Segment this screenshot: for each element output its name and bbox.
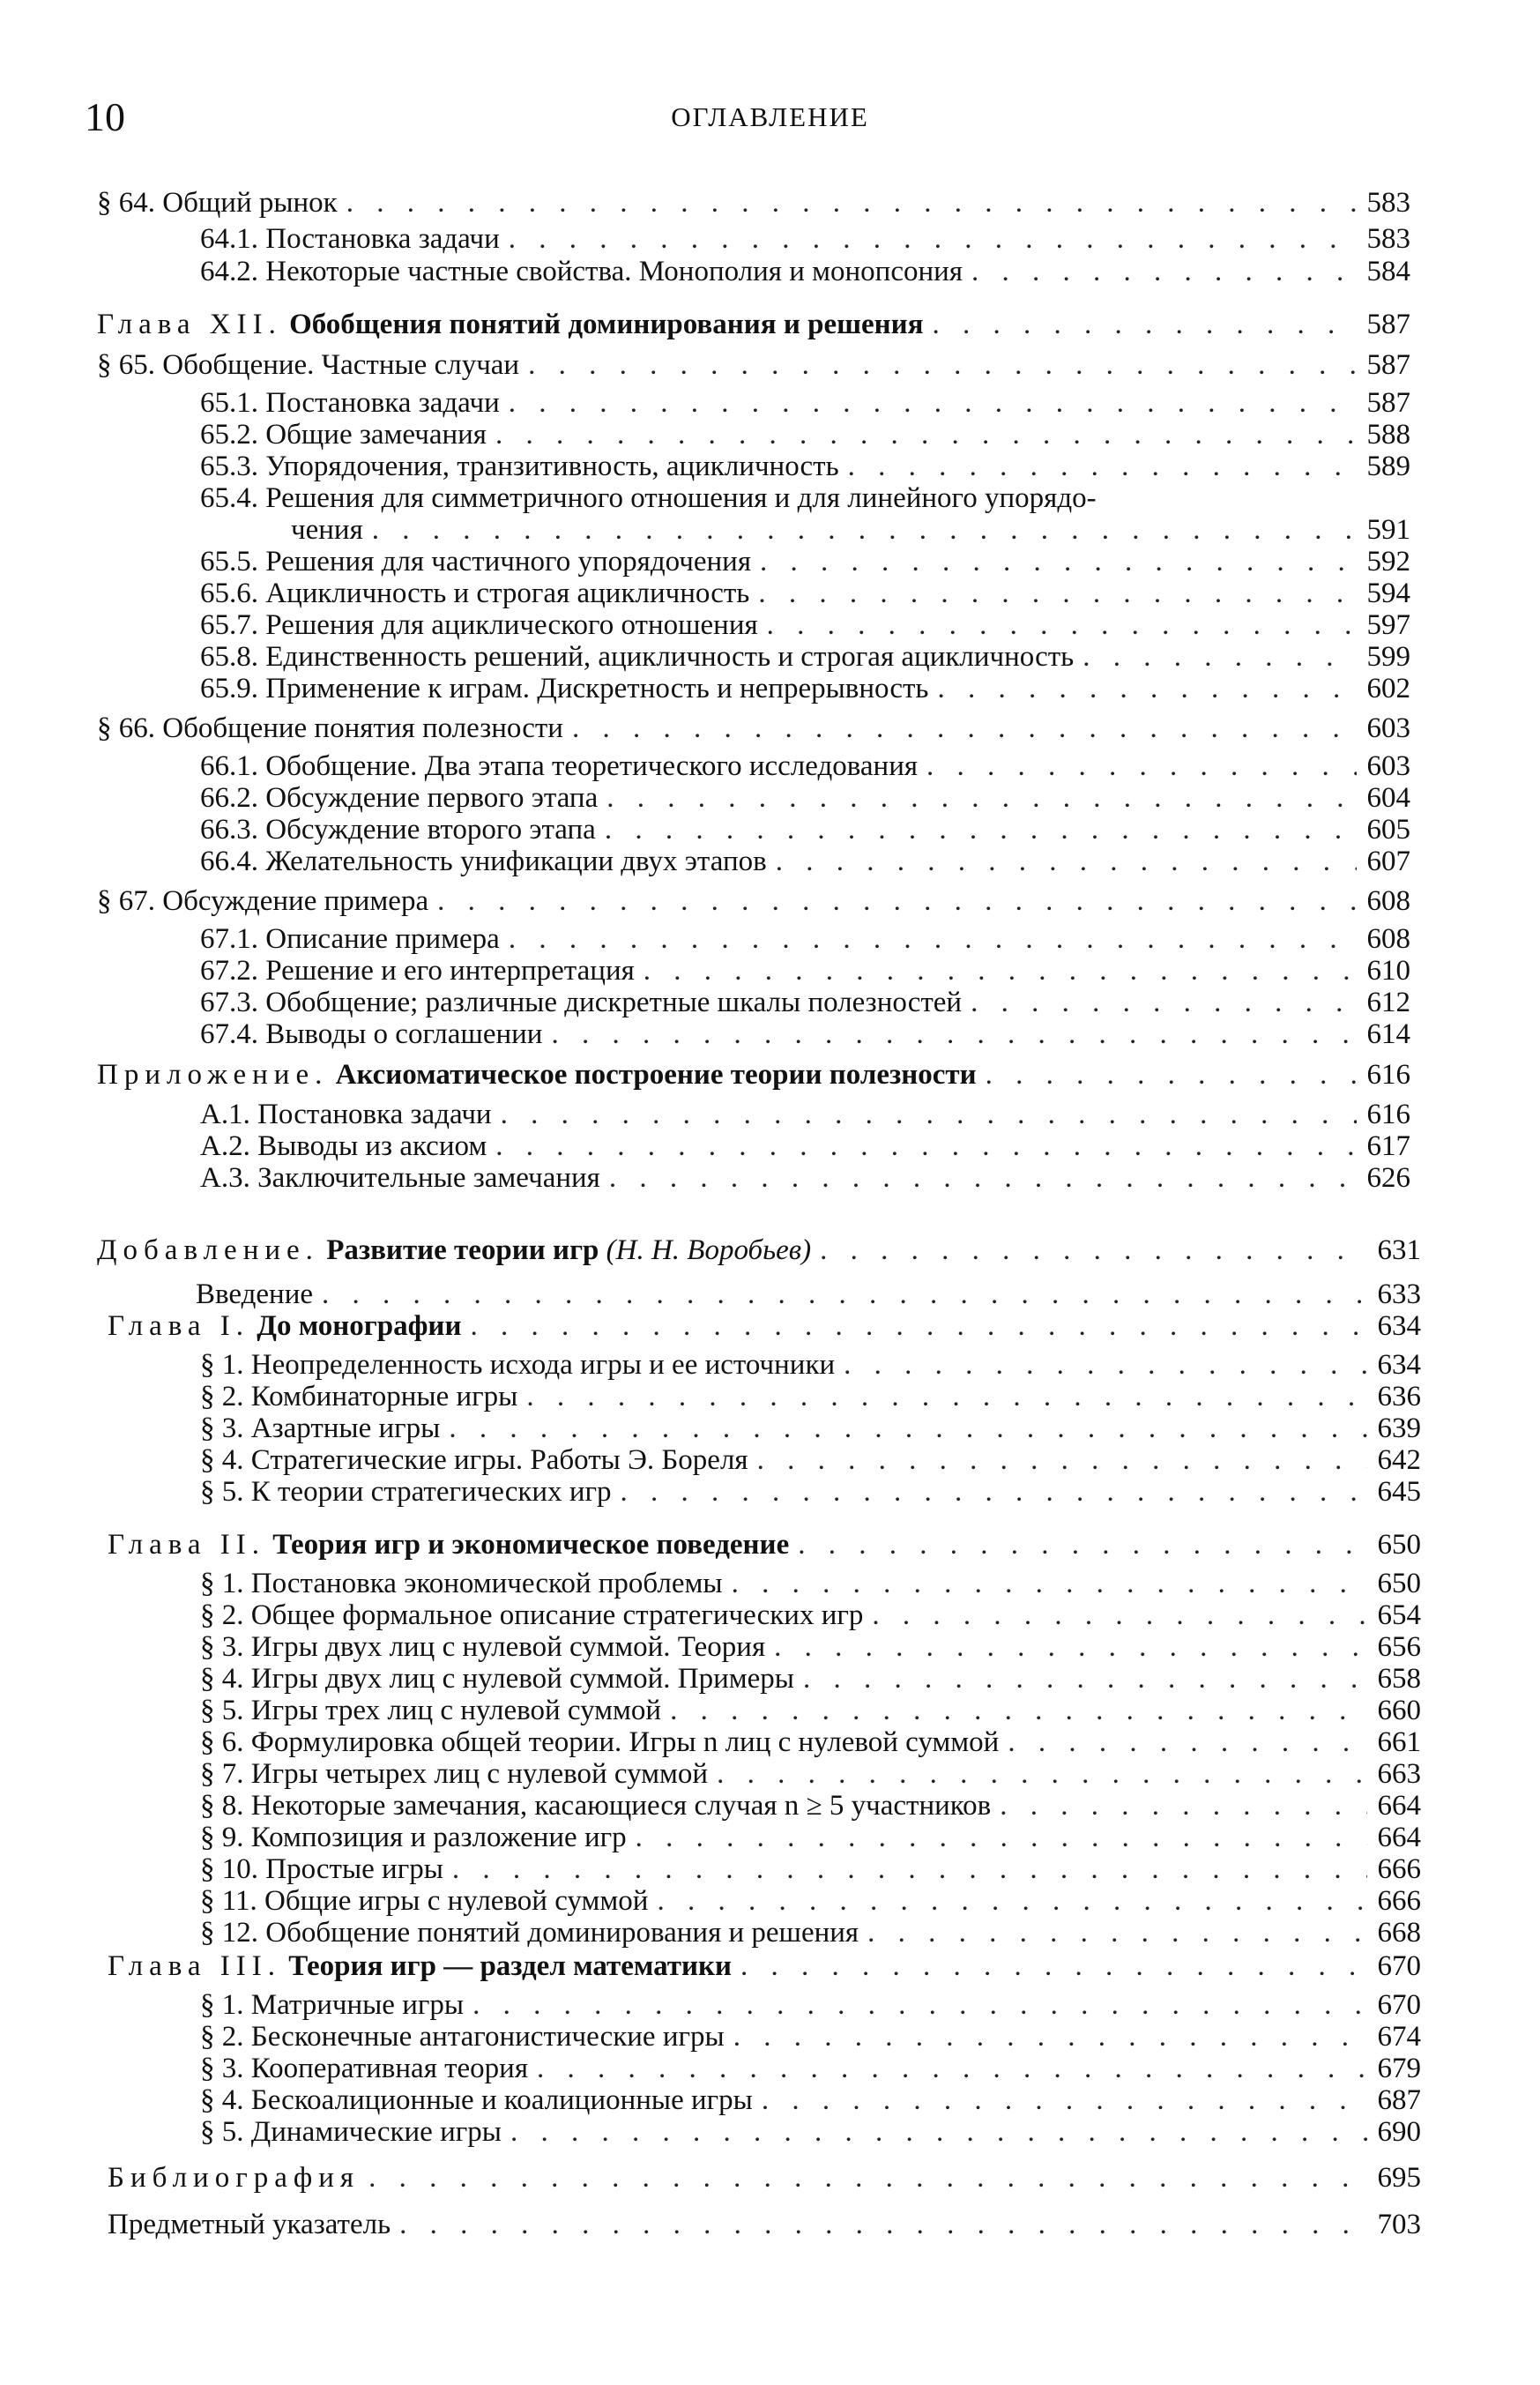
toc-entry-label: § 65. Обобщение. Частные случаи: [97, 349, 520, 381]
chapter-prefix: Глава I.: [108, 1310, 249, 1342]
toc-entry[interactable]: [200, 955, 1410, 987]
toc-entry-page: 587: [1366, 349, 1410, 381]
leader-dots: [1000, 1790, 1366, 1822]
toc-entry-label: § 66. Обобщение понятия полезности: [97, 712, 563, 744]
leader-dots: [776, 846, 1357, 877]
leader-dots: [452, 1853, 1367, 1885]
toc-entry-page: 654: [1377, 1599, 1421, 1631]
appendix-entry[interactable]: [97, 1059, 1410, 1091]
toc-entry-page: 604: [1366, 782, 1410, 814]
leader-dots: [760, 546, 1356, 578]
leader-dots: [872, 1599, 1366, 1631]
toc-entry-page: 634: [1377, 1349, 1421, 1381]
leader-dots: [732, 1568, 1367, 1599]
leader-dots: [346, 187, 1357, 219]
toc-entry-page: 592: [1366, 546, 1410, 578]
toc-entry-label: § 67. Обсуждение примера: [97, 885, 429, 917]
toc-entry-label: § 3. Игры двух лиц с нулевой суммой. Теория: [200, 1631, 766, 1663]
toc-entry[interactable]: [200, 1885, 1421, 1917]
toc-entry[interactable]: [200, 782, 1410, 814]
leader-dots: [509, 223, 1357, 255]
toc-entry-page: 588: [1366, 419, 1410, 451]
author-name: (Н. Н. Воробьев): [606, 1234, 812, 1266]
leader-dots: [848, 451, 1357, 482]
leader-dots: [1082, 641, 1356, 673]
toc-entry-label: 67.4. Выводы о соглашении: [200, 1018, 543, 1050]
toc-entry[interactable]: [200, 1099, 1410, 1130]
toc-entry-label: 65.1. Постановка задачи: [200, 387, 500, 419]
toc-entry-label: Обобщения понятий доминирования и решения: [289, 309, 924, 340]
chapter-prefix: Глава II.: [108, 1529, 265, 1561]
toc-entry[interactable]: [200, 2084, 1421, 2116]
toc-entry-page: 583: [1366, 223, 1410, 255]
leader-dots: [528, 349, 1356, 381]
toc-entry[interactable]: [200, 1412, 1421, 1444]
toc-entry-label: А.3. Заключительные замечания: [200, 1162, 600, 1194]
toc-entry[interactable]: [200, 1790, 1421, 1822]
leader-dots: [767, 609, 1357, 641]
toc-entry-label: § 11. Общие игры с нулевой суммой: [200, 1885, 649, 1917]
toc-entry-page: 670: [1377, 1989, 1421, 2021]
toc-entry[interactable]: [291, 514, 1410, 546]
toc-entry-page: 587: [1366, 387, 1410, 419]
toc-entry-label: 65.4. Решения для симметричного отношения и для линейного упорядо-: [200, 482, 1097, 514]
addendum-entry[interactable]: [97, 1234, 1421, 1266]
leader-dots: [867, 1917, 1366, 1949]
leader-dots: [606, 782, 1356, 814]
toc-entry[interactable]: [200, 1853, 1421, 1885]
toc-entry-label: 67.1. Описание примера: [200, 923, 500, 955]
toc-entry-label: § 2. Комбинаторные игры: [200, 1381, 518, 1412]
leader-dots: [933, 309, 1357, 340]
toc-entry-label: § 12. Обобщение понятий доминирования и решения: [200, 1917, 859, 1949]
toc-entry-label: Развитие теории игр: [326, 1234, 599, 1266]
toc-entry-label: § 2. Общее формальное описание стратегических игр: [200, 1599, 864, 1631]
toc-entry[interactable]: [200, 546, 1410, 578]
index-entry[interactable]: [108, 2209, 1421, 2240]
toc-entry-label: § 5. К теории стратегических игр: [200, 1476, 612, 1508]
toc-entry-page: 636: [1377, 1381, 1421, 1412]
chapter-entry[interactable]: [108, 1310, 1421, 1342]
toc-entry-page: 594: [1366, 578, 1410, 609]
toc-entry[interactable]: [97, 712, 1410, 744]
leader-dots: [526, 1381, 1366, 1412]
toc-entry-page: 703: [1377, 2209, 1421, 2240]
toc-entry-page: 616: [1366, 1059, 1410, 1091]
toc-entry[interactable]: [200, 923, 1410, 955]
toc-entry-label: 66.3. Обсуждение второго этапа: [200, 814, 596, 846]
toc-entry-label: § 9. Композиция и разложение игр: [200, 1822, 627, 1853]
leader-dots: [926, 750, 1356, 782]
toc-entry-page: 612: [1366, 987, 1410, 1018]
bibliography-entry[interactable]: [108, 2162, 1421, 2194]
leader-dots: [509, 923, 1357, 955]
toc-entry-label: До монографии: [257, 1310, 462, 1342]
toc-entry-label: § 64. Общий рынок: [97, 187, 338, 219]
toc-entry-page: 608: [1366, 923, 1410, 955]
leader-dots: [537, 2053, 1366, 2084]
toc-entry-label: § 4. Стратегические игры. Работы Э. Бореля: [200, 1444, 748, 1476]
toc-entry-label: Аксиоматическое построение теории полезности: [335, 1059, 977, 1091]
toc-entry-label: А.2. Выводы из аксиом: [200, 1130, 487, 1162]
toc-entry[interactable]: [200, 750, 1410, 782]
toc-entry-page: 626: [1366, 1162, 1410, 1194]
toc-entry-page: 656: [1377, 1631, 1421, 1663]
chapter-prefix: Глава III.: [108, 1950, 281, 1982]
toc-entry-label: А.1. Постановка задачи: [200, 1099, 492, 1130]
toc-entry[interactable]: [200, 1726, 1421, 1758]
toc-entry[interactable]: [97, 187, 1410, 219]
toc-entry-page: 642: [1377, 1444, 1421, 1476]
leader-dots: [670, 1695, 1366, 1726]
toc-entry[interactable]: [97, 349, 1410, 381]
toc-entry[interactable]: [97, 885, 1410, 917]
toc-entry-label: 65.2. Общие замечания: [200, 419, 487, 451]
toc-entry[interactable]: [200, 578, 1410, 609]
chapter-entry[interactable]: [97, 309, 1410, 340]
toc-entry[interactable]: [200, 1568, 1421, 1599]
toc-entry[interactable]: [200, 2021, 1421, 2053]
leader-dots: [1008, 1726, 1366, 1758]
toc-entry-page: 603: [1366, 712, 1410, 744]
toc-entry-page: 608: [1366, 885, 1410, 917]
toc-entry[interactable]: [196, 1278, 1421, 1310]
toc-entry[interactable]: [200, 1917, 1421, 1949]
toc-entry[interactable]: [200, 1162, 1410, 1194]
leader-dots: [470, 1310, 1366, 1342]
toc-entry-label: чения: [291, 514, 363, 546]
toc-entry-label: 65.8. Единственность решений, ацикличность и строгая ацикличность: [200, 641, 1075, 673]
toc-entry[interactable]: [200, 1631, 1421, 1663]
leader-dots: [621, 1476, 1367, 1508]
toc-entry-page: 661: [1377, 1726, 1421, 1758]
toc-entry-label: 67.2. Решение и его интерпретация: [200, 955, 635, 987]
leader-dots: [798, 1529, 1366, 1561]
page-number: 10: [85, 94, 125, 139]
leader-dots: [971, 256, 1357, 287]
toc-entry-label: § 1. Неопределенность исхода игры и ее источники: [200, 1349, 836, 1381]
leader-dots: [495, 1130, 1356, 1162]
leader-dots: [774, 1631, 1366, 1663]
toc-entry[interactable]: [200, 223, 1410, 255]
toc-entry[interactable]: [200, 1018, 1410, 1050]
toc-entry-label: 66.2. Обсуждение первого этапа: [200, 782, 599, 814]
toc-entry-page: 679: [1377, 2053, 1421, 2084]
toc-entry-page: 617: [1366, 1130, 1410, 1162]
leader-dots: [717, 1758, 1366, 1790]
toc-entry[interactable]: [200, 1476, 1421, 1508]
leader-dots: [636, 1822, 1367, 1853]
page-title: ОГЛАВЛЕНИЕ: [671, 101, 869, 132]
leader-dots: [757, 1444, 1367, 1476]
toc-entry[interactable]: [200, 814, 1410, 846]
toc-entry[interactable]: [200, 1663, 1421, 1695]
leader-dots: [740, 1950, 1367, 1982]
toc-entry-label: 67.3. Обобщение; различные дискретные шкалы полезностей: [200, 987, 963, 1018]
toc-entry[interactable]: [200, 846, 1410, 877]
toc-entry-page: 616: [1366, 1099, 1410, 1130]
toc-entry-page: 674: [1377, 2021, 1421, 2053]
toc-entry[interactable]: [200, 673, 1410, 704]
leader-dots: [762, 2084, 1367, 2116]
toc-entry[interactable]: [200, 1822, 1421, 1853]
toc-entry-page: 690: [1377, 2116, 1421, 2148]
leader-dots: [758, 578, 1356, 609]
toc-entry-page: 666: [1377, 1853, 1421, 1885]
toc-entry-page: 663: [1377, 1758, 1421, 1790]
leader-dots: [820, 1234, 1366, 1266]
leader-dots: [509, 387, 1357, 419]
leader-dots: [986, 1059, 1357, 1091]
toc-entry-page: 583: [1366, 187, 1410, 219]
toc-entry-label: 65.9. Применение к играм. Дискретность и непрерывность: [200, 673, 929, 704]
toc-entry-label: 66.1. Обобщение. Два этапа теоретического исследования: [200, 750, 919, 782]
toc-entry[interactable]: [200, 482, 1410, 514]
leader-dots: [733, 2021, 1367, 2053]
toc-entry-label: 65.7. Решения для ациклического отношения: [200, 609, 758, 641]
toc-entry-page: 687: [1377, 2084, 1421, 2116]
toc-entry-page: 660: [1377, 1695, 1421, 1726]
leader-dots: [399, 2209, 1366, 2240]
toc-entry-page: 633: [1377, 1278, 1421, 1310]
chapter-prefix: Приложение.: [97, 1059, 329, 1091]
toc-entry-label: § 5. Игры трех лиц с нулевой суммой: [200, 1695, 662, 1726]
toc-entry-page: 658: [1377, 1663, 1421, 1695]
toc-entry-label: § 3. Азартные игры: [200, 1412, 441, 1444]
toc-entry[interactable]: [200, 1130, 1410, 1162]
toc-entry-label: Теория игр — раздел математики: [288, 1950, 732, 1982]
toc-entry[interactable]: [200, 609, 1410, 641]
leader-dots: [609, 1162, 1357, 1194]
toc-entry-label: § 5. Динамические игры: [200, 2116, 502, 2148]
toc-entry-label: 65.5. Решения для частичного упорядочения: [200, 546, 752, 578]
toc-entry-page: 607: [1366, 846, 1410, 877]
toc-entry-page: 639: [1377, 1412, 1421, 1444]
toc-entry-label: § 3. Кооперативная теория: [200, 2053, 529, 2084]
toc-entry-page: 631: [1377, 1234, 1421, 1266]
toc-entry-page: 597: [1366, 609, 1410, 641]
leader-dots: [971, 987, 1356, 1018]
leader-dots: [657, 1885, 1366, 1917]
leader-dots: [372, 514, 1357, 546]
toc-entry-label: Введение: [196, 1278, 314, 1310]
leader-dots: [572, 712, 1357, 744]
toc-entry-page: 650: [1377, 1568, 1421, 1599]
toc-entry-page: 602: [1366, 673, 1410, 704]
toc-entry-page: 584: [1366, 256, 1410, 287]
toc-entry[interactable]: [200, 1444, 1421, 1476]
toc-entry[interactable]: [200, 641, 1410, 673]
toc-entry-label: 65.3. Упорядочения, транзитивность, ацикличность: [200, 451, 839, 482]
toc-entry[interactable]: [200, 1381, 1421, 1412]
leader-dots: [551, 1018, 1356, 1050]
leader-dots: [803, 1663, 1367, 1695]
toc-entry[interactable]: [200, 1349, 1421, 1381]
chapter-prefix: Глава XII.: [97, 309, 282, 340]
toc-entry-label: § 2. Бесконечные антагонистические игры: [200, 2021, 725, 2053]
toc-entry[interactable]: [200, 256, 1410, 287]
toc-entry-page: 610: [1366, 955, 1410, 987]
leader-dots: [437, 885, 1356, 917]
chapter-entry[interactable]: [108, 1950, 1421, 1982]
toc-entry[interactable]: [200, 387, 1410, 419]
toc-entry-label: 64.2. Некоторые частные свойства. Монополия и монопсония: [200, 256, 963, 287]
chapter-prefix: Добавление.: [97, 1234, 319, 1266]
leader-dots: [644, 955, 1357, 987]
toc-entry-page: 664: [1377, 1790, 1421, 1822]
leader-dots: [472, 1989, 1366, 2021]
toc-entry[interactable]: [200, 1599, 1421, 1631]
toc-entry[interactable]: [200, 2116, 1421, 2148]
toc-entry-label: 65.6. Ацикличность и строгая ацикличность: [200, 578, 750, 609]
toc-entry-page: 664: [1377, 1822, 1421, 1853]
chapter-entry[interactable]: [108, 1529, 1421, 1561]
toc-entry-page: 634: [1377, 1310, 1421, 1342]
leader-dots: [322, 1278, 1366, 1310]
toc-entry-page: 587: [1366, 309, 1410, 340]
toc-entry-page: 645: [1377, 1476, 1421, 1508]
toc-entry[interactable]: [200, 1695, 1421, 1726]
toc-entry[interactable]: [200, 987, 1410, 1018]
toc-entry[interactable]: [200, 2053, 1421, 2084]
leader-dots: [501, 1099, 1357, 1130]
toc-entry-label: § 7. Игры четырех лиц с нулевой суммой: [200, 1758, 709, 1790]
toc-entry-label: Библиография: [108, 2162, 361, 2194]
toc-entry-page: 591: [1366, 514, 1410, 546]
toc-entry-label: § 6. Формулировка общей теории. Игры n лиц с нулевой суммой: [200, 1726, 1000, 1758]
leader-dots: [495, 419, 1357, 451]
toc-entry-page: 668: [1377, 1917, 1421, 1949]
toc-entry-label: § 10. Простые игры: [200, 1853, 443, 1885]
toc-entry-label: Предметный указатель: [108, 2209, 391, 2240]
toc-entry-label: 64.1. Постановка задачи: [200, 223, 500, 255]
leader-dots: [605, 814, 1357, 846]
toc-entry[interactable]: [200, 419, 1410, 451]
toc-entry-label: § 1. Постановка экономической проблемы: [200, 1568, 723, 1599]
toc-entry-page: 614: [1366, 1018, 1410, 1050]
toc-entry[interactable]: [200, 451, 1410, 482]
leader-dots: [510, 2116, 1367, 2148]
leader-dots: [368, 2162, 1366, 2194]
toc-entry-page: 589: [1366, 451, 1410, 482]
toc-entry-page: 599: [1366, 641, 1410, 673]
toc-entry[interactable]: [200, 1758, 1421, 1790]
leader-dots: [844, 1349, 1366, 1381]
toc-entry-page: 695: [1377, 2162, 1421, 2194]
toc-entry-label: § 8. Некоторые замечания, касающиеся случая n ≥ 5 участников: [200, 1790, 992, 1822]
toc-entry-label: Теория игр и экономическое поведение: [272, 1529, 790, 1561]
leader-dots: [937, 673, 1356, 704]
toc-entry[interactable]: [200, 1989, 1421, 2021]
toc-entry-page: 670: [1377, 1950, 1421, 1982]
toc-entry-page: 666: [1377, 1885, 1421, 1917]
toc-entry-page: 603: [1366, 750, 1410, 782]
leader-dots: [449, 1412, 1366, 1444]
toc-entry-page: 605: [1366, 814, 1410, 846]
toc-entry-page: 650: [1377, 1529, 1421, 1561]
toc-entry-label: § 1. Матричные игры: [200, 1989, 465, 2021]
toc-entry-label: § 4. Игры двух лиц с нулевой суммой. Примеры: [200, 1663, 794, 1695]
toc-entry-label: § 4. Бескоалиционные и коалиционные игры: [200, 2084, 753, 2116]
toc-entry-label: 66.4. Желательность унификации двух этапов: [200, 846, 767, 877]
